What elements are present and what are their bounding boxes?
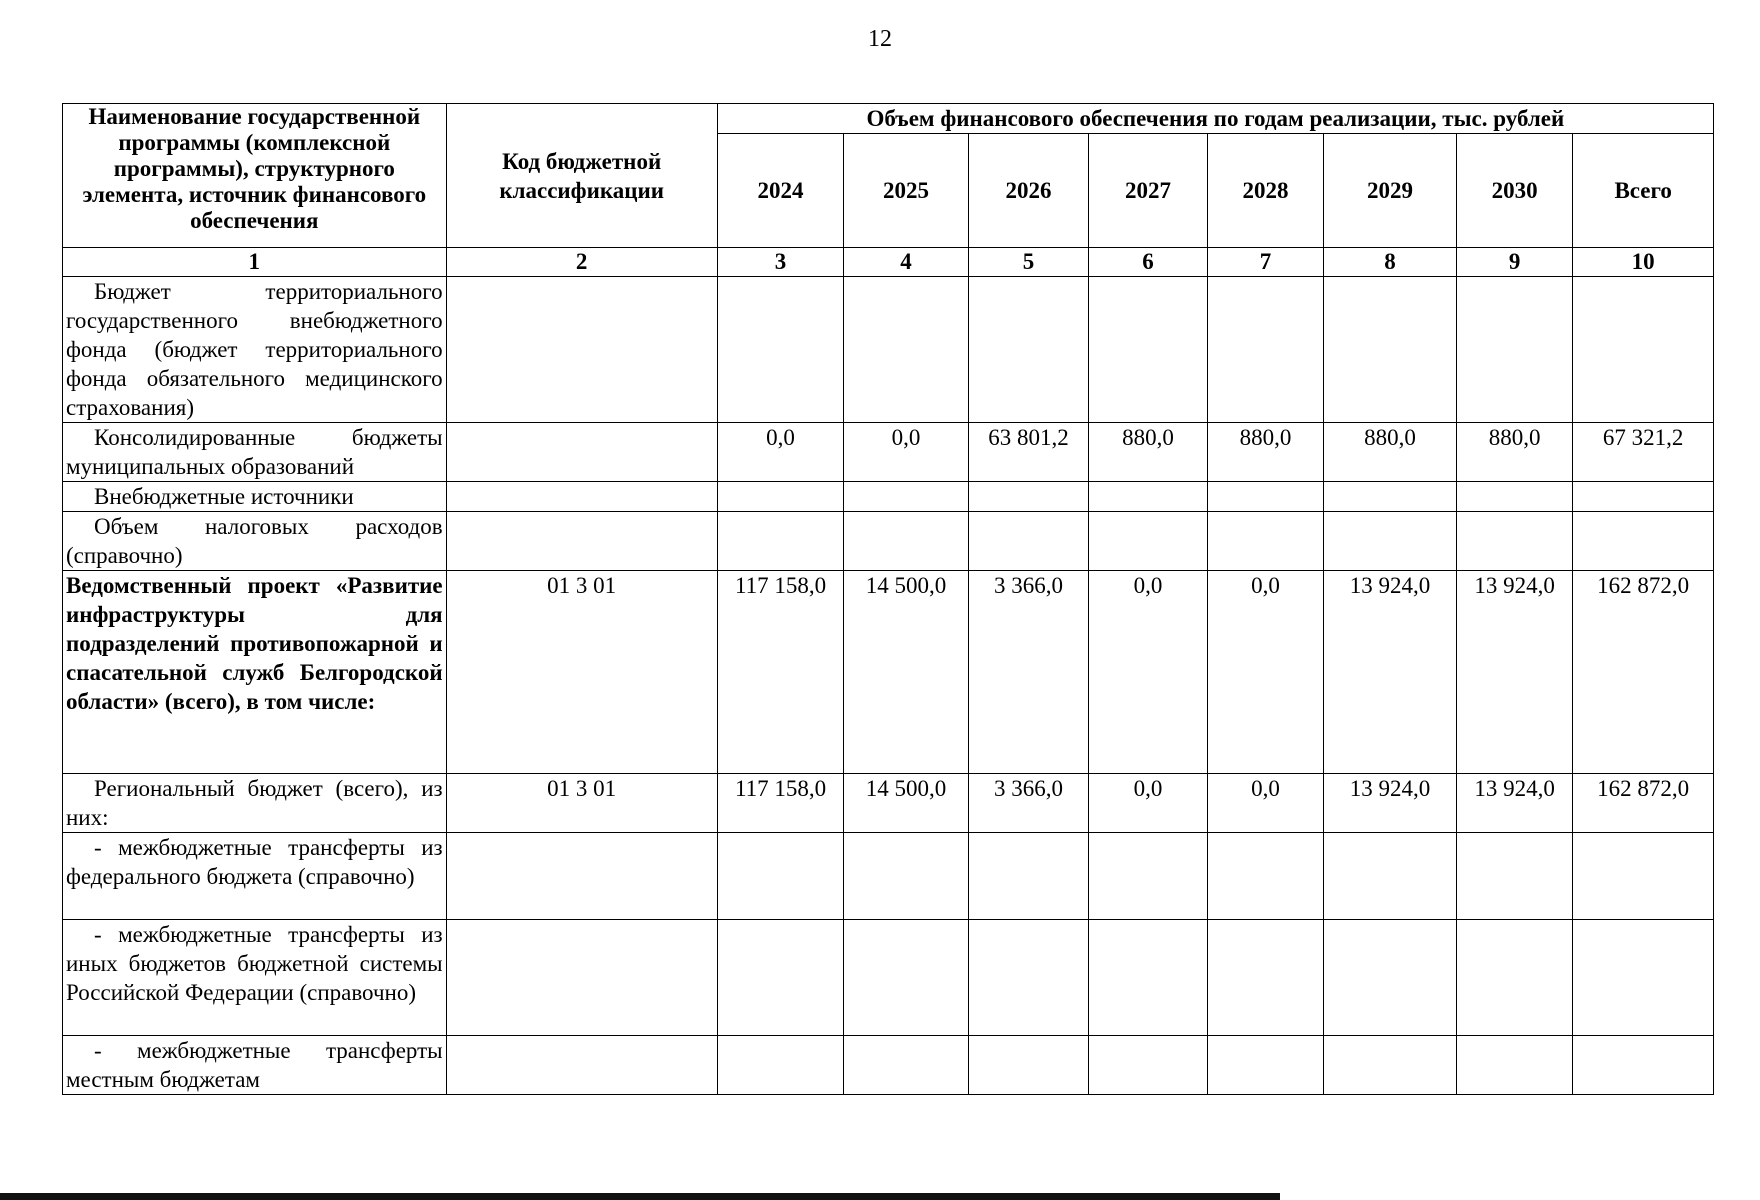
row-code: 01 3 01 [446,774,717,833]
row-value [1324,1036,1457,1095]
table-row [63,1036,1714,1095]
header-code-column: Код бюджетной классификации [446,104,717,248]
row-value: 0,0 [1089,774,1208,833]
row-value [1324,920,1457,1036]
row-value: 880,0 [1207,423,1323,482]
row-value [1207,920,1323,1036]
row-value [844,1036,969,1095]
table-row [63,512,1714,571]
row-value: 3 366,0 [968,571,1089,774]
row-value: 14 500,0 [844,774,969,833]
header-year: 2025 [844,134,969,248]
column-number: 6 [1089,248,1208,277]
row-value [1324,833,1457,920]
row-value [1324,512,1457,571]
row-value [1089,1036,1208,1095]
row-value: 13 924,0 [1456,774,1572,833]
row-value: 880,0 [1456,423,1572,482]
row-value [717,920,844,1036]
row-code [446,512,717,571]
row-value: 0,0 [844,423,969,482]
row-value [1324,277,1457,423]
row-value [844,920,969,1036]
row-value [968,277,1089,423]
table-row [63,833,1714,920]
header-volume-group: Объем финансового обеспечения по годам реализации, тыс. рублей [717,104,1713,134]
row-name: - межбюджетные трансферты из федерального бюджета (справочно) [63,833,447,920]
table-row [63,920,1714,1036]
row-name: Региональный бюджет (всего), из них: [63,774,447,833]
page-number: 12 [868,26,892,52]
header-name-column: Наименование государственной программы (комплексной программы), структурного элемента, источник финансового обеспечения [63,104,447,248]
row-value: 162 872,0 [1573,571,1714,774]
row-value [1456,1036,1572,1095]
header-year: 2024 [717,134,844,248]
table-row [63,482,1714,512]
row-value [1456,833,1572,920]
row-value [844,482,969,512]
row-value: 13 924,0 [1456,571,1572,774]
header-year: 2029 [1324,134,1457,248]
header-total: Всего [1573,134,1714,248]
row-name: - межбюджетные трансферты из иных бюджетов бюджетной системы Российской Федерации (справочно) [63,920,447,1036]
row-value [717,277,844,423]
row-value [1207,833,1323,920]
row-value [1573,1036,1714,1095]
column-number: 1 [63,248,447,277]
row-value [1456,920,1572,1036]
row-value: 63 801,2 [968,423,1089,482]
row-value [1573,920,1714,1036]
header-year: 2028 [1207,134,1323,248]
row-value: 880,0 [1324,423,1457,482]
column-number: 3 [717,248,844,277]
table-row [63,571,1714,774]
row-value [1573,277,1714,423]
row-value [1456,512,1572,571]
row-value [1573,512,1714,571]
row-value [1089,482,1208,512]
row-value [1089,512,1208,571]
row-value: 0,0 [1089,571,1208,774]
header-year: 2027 [1089,134,1208,248]
row-code [446,277,717,423]
column-number: 8 [1324,248,1457,277]
row-code [446,482,717,512]
row-value: 117 158,0 [717,571,844,774]
row-value [1089,920,1208,1036]
row-value [1207,482,1323,512]
row-value [1089,277,1208,423]
row-value [1573,482,1714,512]
row-value [1456,482,1572,512]
column-number: 5 [968,248,1089,277]
row-value [968,1036,1089,1095]
scan-edge-bar [0,1193,1280,1200]
row-code [446,920,717,1036]
table-row [63,774,1714,833]
row-value [717,1036,844,1095]
financing-table [62,103,1714,1095]
row-code: 01 3 01 [446,571,717,774]
row-value [968,512,1089,571]
row-value [1573,833,1714,920]
row-value [1207,277,1323,423]
row-value: 67 321,2 [1573,423,1714,482]
table-row [63,423,1714,482]
row-name: Объем налоговых расходов (справочно) [63,512,447,571]
column-number: 10 [1573,248,1714,277]
row-value: 162 872,0 [1573,774,1714,833]
header-year: 2026 [968,134,1089,248]
column-number: 7 [1207,248,1323,277]
row-value [1324,482,1457,512]
row-code [446,423,717,482]
row-value [844,277,969,423]
row-value [1089,833,1208,920]
row-value [717,833,844,920]
row-value [968,833,1089,920]
row-code [446,833,717,920]
row-value [1207,512,1323,571]
row-value: 13 924,0 [1324,774,1457,833]
column-number: 9 [1456,248,1572,277]
row-name: Консолидированные бюджеты муниципальных образований [63,423,447,482]
row-value [717,482,844,512]
row-value [1207,1036,1323,1095]
row-name: - межбюджетные трансферты местным бюджетам [63,1036,447,1095]
header-year: 2030 [1456,134,1572,248]
row-name: Внебюджетные источники [63,482,447,512]
row-value: 3 366,0 [968,774,1089,833]
column-number: 4 [844,248,969,277]
row-name: Бюджет территориального государственного внебюджетного фонда (бюджет территориального фонда обязательного медицинского страхования) [63,277,447,423]
row-value: 117 158,0 [717,774,844,833]
row-value [717,512,844,571]
row-value [1456,277,1572,423]
row-value: 14 500,0 [844,571,969,774]
row-value: 0,0 [1207,571,1323,774]
row-value: 880,0 [1089,423,1208,482]
row-value: 13 924,0 [1324,571,1457,774]
row-name: Ведомственный проект «Развитие инфраструктуры для подразделений противопожарной и спасательной служб Белгородской области» (всего), в том числе: [63,571,447,774]
row-value [968,482,1089,512]
row-code [446,1036,717,1095]
row-value [968,920,1089,1036]
table-row [63,277,1714,423]
row-value: 0,0 [717,423,844,482]
column-number: 2 [446,248,717,277]
row-value: 0,0 [1207,774,1323,833]
row-value [844,512,969,571]
row-value [844,833,969,920]
